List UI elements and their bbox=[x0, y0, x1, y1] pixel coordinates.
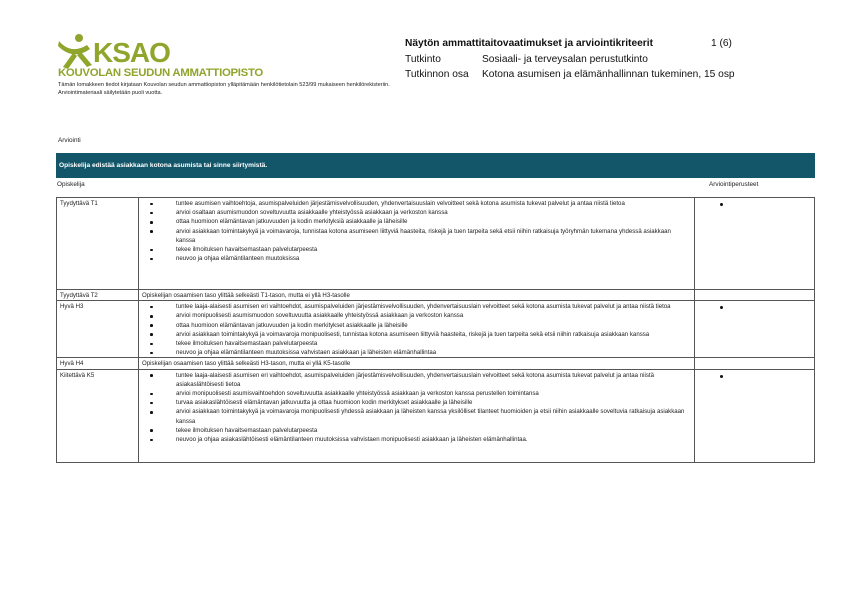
document-title: Näytön ammattitaitovaatimukset ja arviointikriteerit bbox=[405, 38, 653, 50]
list-item: arvioi asiakkaan toimintakykyä ja voimavaroja, tunnistaa kotona asumiseen liittyviä haasteita, riskejä ja tuen tarpeita sekä etsii niihin ratkaisuja työryhmän tukemana yhdessä asiakkaan kanssa bbox=[176, 227, 691, 245]
level-cell: Hyvä H3 bbox=[57, 301, 139, 358]
list-item: neuvoo ja ohjaa elämäntilanteen muutoksissa bbox=[176, 254, 691, 263]
summary-cell: Opiskelijan osaamisen taso ylittää selkeästi H3-tason, mutta ei yllä K5-tasolle bbox=[139, 358, 695, 369]
list-item: arvioi asiakkaan toimintakykyä ja voimavaroja monipuolisesti, tunnistaa kotona asumiseen liittyviä haasteita, riskejä ja tuen tarpeita sekä etsii niihin ratkaisuja asiakkaan kanssa bbox=[176, 330, 691, 339]
bullet-marker bbox=[720, 375, 723, 378]
bullet-marker bbox=[720, 306, 723, 309]
level-cell: Kiitettävä K5 bbox=[57, 369, 139, 462]
logo-wordmark: KSAO bbox=[93, 37, 170, 68]
list-item: tuntee laaja-alaisesti asumisen eri vaihtoehdot, asumispalveluiden järjestämisvelvollisuuden, yhdenvertaisuuslain velvoitteet sekä kotona asumista tukevat palvelut ja antaa niistä tietoa bbox=[176, 302, 691, 311]
criteria-cell bbox=[139, 301, 695, 358]
ksao-logo bbox=[57, 33, 307, 81]
assessment-cell[interactable] bbox=[695, 290, 815, 301]
module-value: Kotona asumisen ja elämänhallinnan tukeminen, 15 osp bbox=[482, 69, 735, 81]
assessment-cell[interactable] bbox=[695, 198, 815, 290]
assessment-cell[interactable] bbox=[695, 301, 815, 358]
list-item: tekee ilmoituksen havaitsemastaan palvelutarpeesta bbox=[176, 245, 691, 254]
objective-text: Opiskelija edistää asiakkaan kotona asumista tai sinne siirtymistä. bbox=[59, 162, 268, 169]
list-item: tekee ilmoituksen havaitsemastaan palvelutarpeesta bbox=[176, 426, 691, 435]
objective-band bbox=[56, 153, 815, 178]
list-item: ottaa huomioon elämäntavan jatkuvuuden ja kodin merkityksiä asiakkaalle ja läheisille bbox=[176, 217, 691, 226]
module-label: Tutkinnon osa bbox=[405, 69, 469, 81]
list-item: turvaa asiakaslähtöisesti elämäntavan jatkuvuutta ja ottaa huomioon kodin merkitykset asiakkaalle ja läheisille bbox=[176, 398, 691, 407]
degree-value: Sosiaali- ja terveysalan perustutkinto bbox=[482, 53, 648, 65]
list-item: tekee ilmoituksen havaitsemastaan palvelutarpeesta bbox=[176, 339, 691, 348]
level-cell: Tyydyttävä T1 bbox=[57, 198, 139, 290]
privacy-note: Tämän lomakkeen tiedot kirjataan Kouvolan seudun ammattiopiston ylläpitämään henkilötietolain 523/99 mukaiseen henkilörekisteriin. Arviointimateriaali säilytetään puoli vuotta. bbox=[58, 82, 390, 96]
page-number: 1 (6) bbox=[711, 38, 732, 50]
degree-label: Tutkinto bbox=[405, 53, 441, 65]
criteria-cell bbox=[139, 198, 695, 290]
table-row bbox=[57, 369, 815, 462]
list-item: arvioi monipuolisesti asumismuodon soveltuvuutta asiakkaalle yhteistyössä asiakkaan ja verkoston kanssa bbox=[176, 311, 691, 320]
list-item: tuntee laaja-alaisesti asumisen eri vaihtoehdot, asumispalveluiden järjestämisvelvollisuuden, yhdenvertaisuuslain velvoitteet sekä kotona asumista tukevat palvelut ja antaa niistä asiakaslähtöisesti tietoa bbox=[176, 371, 691, 389]
list-item: neuvoo ja ohjaa elämäntilanteen muutoksissa vahvistaen asiakkaan ja läheisten elämänhallintaa bbox=[176, 348, 691, 357]
document-header bbox=[405, 36, 825, 83]
list-item: ottaa huomioon elämäntavan jatkuvuuden ja kodin merkitykset asiakkaalle ja läheisille bbox=[176, 321, 691, 330]
list-item: arvioi osaltaan asumismuodon soveltuvuutta asiakkaalle yhteistyössä asiakkaan ja verkoston kanssa bbox=[176, 208, 691, 217]
list-item: neuvoo ja ohjaa asiakaslähtöisesti elämäntilanteen muutoksissa vahvistaen monipuolisesti asiakkaan ja läheisten elämänhallintaa. bbox=[176, 435, 691, 444]
assessment-cell[interactable] bbox=[695, 358, 815, 369]
column-label-criteria: Arviointiperusteet bbox=[709, 181, 759, 188]
assessment-cell[interactable] bbox=[695, 369, 815, 462]
summary-cell: Opiskelijan osaamisen taso ylittää selkeästi T1-tason, mutta ei yllä H3-tasolle bbox=[139, 290, 695, 301]
table-row bbox=[57, 301, 815, 358]
criteria-table bbox=[56, 197, 815, 463]
criteria-list bbox=[142, 302, 691, 357]
criteria-cell bbox=[139, 369, 695, 462]
level-cell: Hyvä H4 bbox=[57, 358, 139, 369]
table-row bbox=[57, 290, 815, 301]
section-label: Arviointi bbox=[58, 137, 81, 144]
criteria-list bbox=[142, 199, 691, 263]
logo-subtitle: KOUVOLAN SEUDUN AMMATTIOPISTO bbox=[58, 67, 263, 79]
list-item: tuntee asumisen vaihtoehtoja, asumispalveluiden järjestämisvelvollisuuden, yhdenvertaisuuslain velvoitteet sekä kotona asumista tukevat palvelut ja antaa niistä tietoa bbox=[176, 199, 691, 208]
table-row bbox=[57, 358, 815, 369]
column-label-student: Opiskelija bbox=[57, 181, 85, 188]
criteria-list bbox=[142, 371, 691, 445]
list-item: arvioi monipuolisesti asumisvaihtoehdon soveltuvuutta asiakkaalle yhteistyössä asiakkaan ja verkoston kanssa perustellen toimintansa bbox=[176, 389, 691, 398]
list-item: arvioi asiakkaan toimintakykyä ja voimavaroja monipuolisesti yhdessä asiakkaan ja läheisten kanssa yksilölliset tilanteet huomioiden ja etsii niihin asiakkaalle soveltuvia ratkaisuja asiakkaan kanssa bbox=[176, 407, 691, 425]
bullet-marker bbox=[720, 203, 723, 206]
table-row bbox=[57, 198, 815, 290]
level-cell: Tyydyttävä T2 bbox=[57, 290, 139, 301]
ksao-figure-icon bbox=[57, 33, 93, 69]
